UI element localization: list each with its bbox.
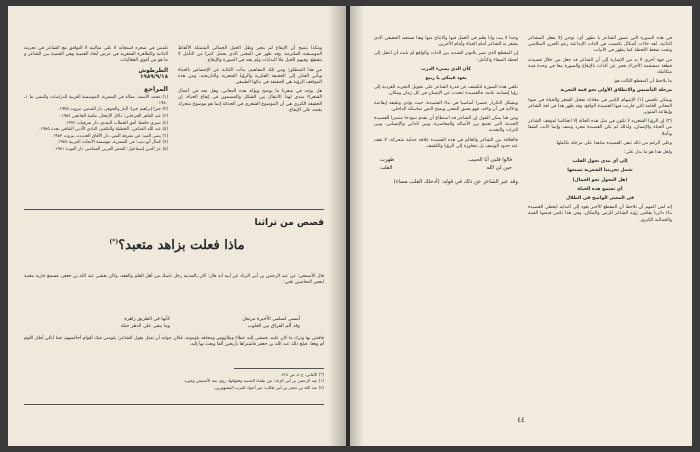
poem-line: يعود فيبكي يا ربيع xyxy=(425,76,467,82)
reference-item: (٦) يمنى العيد: في معرفة النص، دار الآفاق الجديدة، بيروت ١٩٨٣. xyxy=(51,133,168,139)
paragraph: تلمس في شعره استجابة لا على مثاليته لا التوافق مع الشاعر في تجربته الذاتية والظاهرة الشعرية في عرض أبعاد القضية وهي القضية بين الشاعر و ما هو من أقوى الفعاليات. xyxy=(24,46,168,64)
closing-line: وقد عبر الشاعر عن ذلك في قوله: (أدخلك القلب مساء) xyxy=(393,179,518,186)
paragraph: (٢) إن الرؤيا الشعرية لا تكون في مثل هذه الحالة إلا انعكاسا لموقف الشاعر من الحياة والإنسان، ولذلك لم تكن القصيدة مجرد وصف وإنما كانت كشفا وتأملا. xyxy=(528,119,672,137)
poem-block xyxy=(374,156,518,172)
gutter-shadow xyxy=(328,6,346,446)
poem-hemistich: ظهرت xyxy=(380,157,395,164)
story-title-text: ماذا فعلت بزاهد متعبد؟ xyxy=(118,238,245,253)
paragraph: ومن هنا يمكن القول إن الشاعر قد استطاع أن يقدم نموذجا متميزا للقصيدة الحديثة التي تجمع بين الأصالة والمعاصرة، وبين الذاتي والإنساني، وبين التراث والتجديد. xyxy=(374,116,518,134)
author-signature: الطرطوش xyxy=(138,67,168,74)
paragraph: فالعلاقة بين الشاعر والعالم في هذه القصيدة علاقة جدلية متحركة، لا تقف عند حدود الوصف بل تتجاوزه إلى الرؤيا والكشف. xyxy=(374,137,518,149)
footnote-divider xyxy=(234,368,324,369)
poem-line: إلى أي مدى تحول القلب xyxy=(572,159,628,165)
story-intro: قال الأصمعي: عن عبد الرحمن بن أبي الزناد عن أبيه أنه قال: كان بالمدينة رجل ناسك من أهل العلم والفقه، وكان يغشى عبد الله بن جعفر، فسمع جارية مغنية لبعض النخاسين تغني: xyxy=(24,274,324,286)
footnotes xyxy=(24,372,324,391)
story-title xyxy=(8,238,346,253)
poem-line: أي تجتمع هذه الحياة xyxy=(577,186,623,192)
column-right xyxy=(178,46,322,206)
column-left xyxy=(24,46,168,206)
reference-item: (٣) عبد القاهر الجرجاني: دلائل الإعجاز، مكتبة الخانجي ١٩٨٤. xyxy=(59,114,168,119)
poem-row xyxy=(374,164,518,172)
reference-item: (٢) جبرا إبراهيم جبرا: النار والجوهر، دار القدس، بيروت ١٩٧٥. xyxy=(58,107,168,113)
verse-line: أمسى لسلمى الأخيرة مرتحل xyxy=(242,317,300,322)
footnote-item: (*) الأغاني، ج ٨، ص ٢٢٤. xyxy=(280,372,324,377)
poem-row xyxy=(374,156,518,164)
poem-line: كأن الذي يضيء الدرب xyxy=(421,66,471,72)
reference-item: (٧) كمال أبو ديب: في الشعرية، مؤسسة الأبحاث العربية ١٩٨٧. xyxy=(56,140,168,146)
article-columns xyxy=(374,36,672,408)
paragraph: ويشكل التكرار عنصرا أساسيا في بناء القصيدة، حيث يؤدي وظيفة إيقاعية ودلالية في آن واحد، فهو يعمق المعنى ويمنح النص تماسكه الداخلي. xyxy=(374,100,518,112)
paragraph: ويمكن تلخيص (١) الإسهام الكبير في معادلة تفعيل الشعر والحياة في ضوء المعاني العامة التي قاربت فيها القصيدة الواقع، وقد ظهر هذا في لغة الشاعر وإيقاعه المتوتر. xyxy=(528,97,672,116)
poem-hemistich: قالوا قلبي أنا الحبيب xyxy=(468,157,512,164)
paragraph: من هذا المنطلق؛ ومن تلك المفاهيم، بدأت الكتابة عن الإحساس بالحياة ويأتي الفنان إلى الحقيقة الفكرية والرؤيا الشعرية والتاريخية، ومن هذه المواقف الرؤية هي الحقيقة في بنائها الطبيعي. xyxy=(178,67,322,86)
paragraph: إن المقطع الذي تميز بالتوتر الشديد بين الذات والواقع لم يلبث أن انتقل إلى لحظة الصفاء والتأمل: xyxy=(374,51,518,63)
references-title: المراجع xyxy=(143,85,168,94)
column-left xyxy=(374,36,518,408)
story-body: فافتتن بها وترك ما كان عليه، فمشى إليه عطاء وطاووس ومجاهد يلومونه، فكان جوابه أن تمثل بقول الشاعر: يلومني فيك أقوام أجالسهم، فما أبالي أطار اللوم أم وقعا. فبلغ ذلك عبد الله بن جعفر فاشتراها بأربعين ألفا وبعث بها إليه. xyxy=(24,336,324,348)
page-number: ٤٤ xyxy=(517,416,525,424)
paragraph: هل يوجد في شعرنا ما يوضح ويؤكد هذه المعاني، وهل نجد في أعمال الشعراء صدى لهذا الانتقال بين الشكل والمضمون في إيقاع الحياة، إن الحقيقة الكبرى هي أن الموضوع الشعري في الحداثة إنما هو موضوع متحرك يعتمد على الإيقاع. xyxy=(178,89,322,113)
verse-line: وقد ألم الفراق بين القلوب xyxy=(247,324,300,329)
verse-line: كأنها في الطريق زاهرة xyxy=(124,317,170,322)
poem-line: تحمل تجربتنا الشعرية تصنعها xyxy=(567,168,633,174)
verse-line: وما يبقى على الدهر حيلة xyxy=(120,324,170,329)
paragraph: مرحلة التأسيس والانطلاق الأولى نحو قمة التجربة xyxy=(560,88,672,94)
poem-hemistich: حين لي الله xyxy=(486,165,512,172)
paragraph: وحدا لا يبت وانا يعلم في العمل فيها والانتاج منها وهنا نستعيد الحقيقي الذي يشعر به الشاعر أمام الحياة وأمام الآخرين. xyxy=(374,36,518,48)
paragraph: من جهة أخرى لا بد من الإشارة إلى أن الشاعر قد جعل من خلال قصيدته قطعة منسجمة الأجزاء، فعبر عن الذات بالإيقاع والصورة معا في وحدة فنية متكاملة. xyxy=(528,57,672,76)
paragraph: ولعل هذا هو ما يدل على: xyxy=(623,150,672,156)
section-title: قصص من تراثنا xyxy=(254,218,324,228)
paragraph: وعلى الرغم من ذلك تبقى القصيدة شاهدا على مرحلة بكاملها. xyxy=(555,140,672,146)
reference-item: (٥) عبد الله الغذامي: الخطيئة والتكفير، النادي الأدبي الثقافي بجدة ١٩٨٥. xyxy=(39,127,168,133)
references-list xyxy=(24,95,168,152)
signature-date: ١٩٨٩/٩/١٨ xyxy=(140,73,168,80)
poem-hemistich: القلب xyxy=(380,165,393,172)
paragraph: ومكذا يتضح أن الإيقاع لم ينغير وظل الخيل الجمالي المتمثلة الألفاظ الموسيقية الملتزمة، وقد ظهر في المعنى الذي يحمل كثيرا من التأمل لا ينقطع، وفيهم الخيل ملأ البدايات ولم يجد في الصورة والإيقاع. xyxy=(178,46,322,64)
gutter-shadow xyxy=(350,6,364,446)
column-right xyxy=(528,36,672,408)
poem-line: (هل التحول نحو الجمال) xyxy=(572,177,628,183)
article-columns-top xyxy=(24,46,322,206)
left-page xyxy=(8,6,346,446)
book-spread xyxy=(8,6,692,446)
story-title-footnote-mark: (*) xyxy=(109,238,119,246)
paragraph: تكفي هذه الصورة لتكشف عن قدرة الشاعر على تحويل التجربة الفردية إلى رؤيا إنسانية عامة، فالقصيدة تتحدث عن الإنسان في كل زمان ومكان. xyxy=(374,85,518,97)
page-bottom-rule xyxy=(24,404,324,405)
paragraph: إنه لمن المهم أن نلاحظ أن المقطع الأخير يعود إلى البداية ليعطي القصيدة بناء دائريا يعكس رؤية الشاعر للزمن والمكان، وفي هذا تكمن قيمتها الفنية والجمالية الكبرى. xyxy=(528,205,672,223)
right-page xyxy=(350,6,692,446)
footnote-item: (١) عبد الرحمن بن أبي الزناد: من علماء المدينة وفقهائها، روى عنه الأصمعي وغيره. xyxy=(183,378,324,384)
reference-item: (٨) عز الدين إسماعيل: الشعر العربي المعاصر، دار العودة ١٩٨١. xyxy=(53,146,168,152)
reference-item: (١) محمد الأسعد: مقالة في الشعرية، المؤسسة العربية للدراسات والنشر، ط ١، ١٩٨٠. xyxy=(24,95,168,106)
section-divider xyxy=(24,209,324,210)
paragraph: ما يلاحظ أن المقطع الثالث هو: xyxy=(613,79,672,85)
poem-line: في المعنى الواضح في الظلال xyxy=(566,196,634,202)
paragraph: في هذه الصورة التي تصور الشاعر يا نظهر أي: نوحي إلا بفعل المشاعر الذاتية، لقد جاءت أشكال تكتسب في الذات الإبداعية رغم الحزن المتلاشي وتحت ضغط اللحظة كما يظهر في الأبيات. xyxy=(528,36,672,54)
verse-block xyxy=(60,316,300,330)
footnote-item: (٢) عبد الله بن جعفر بن أبي طالب: من أجواد العرب المشهورين. xyxy=(213,384,324,390)
reference-item: (٤) صبري حافظ: أفق الخطاب النقدي، دار شرقيات ١٩٩٦. xyxy=(64,120,168,126)
